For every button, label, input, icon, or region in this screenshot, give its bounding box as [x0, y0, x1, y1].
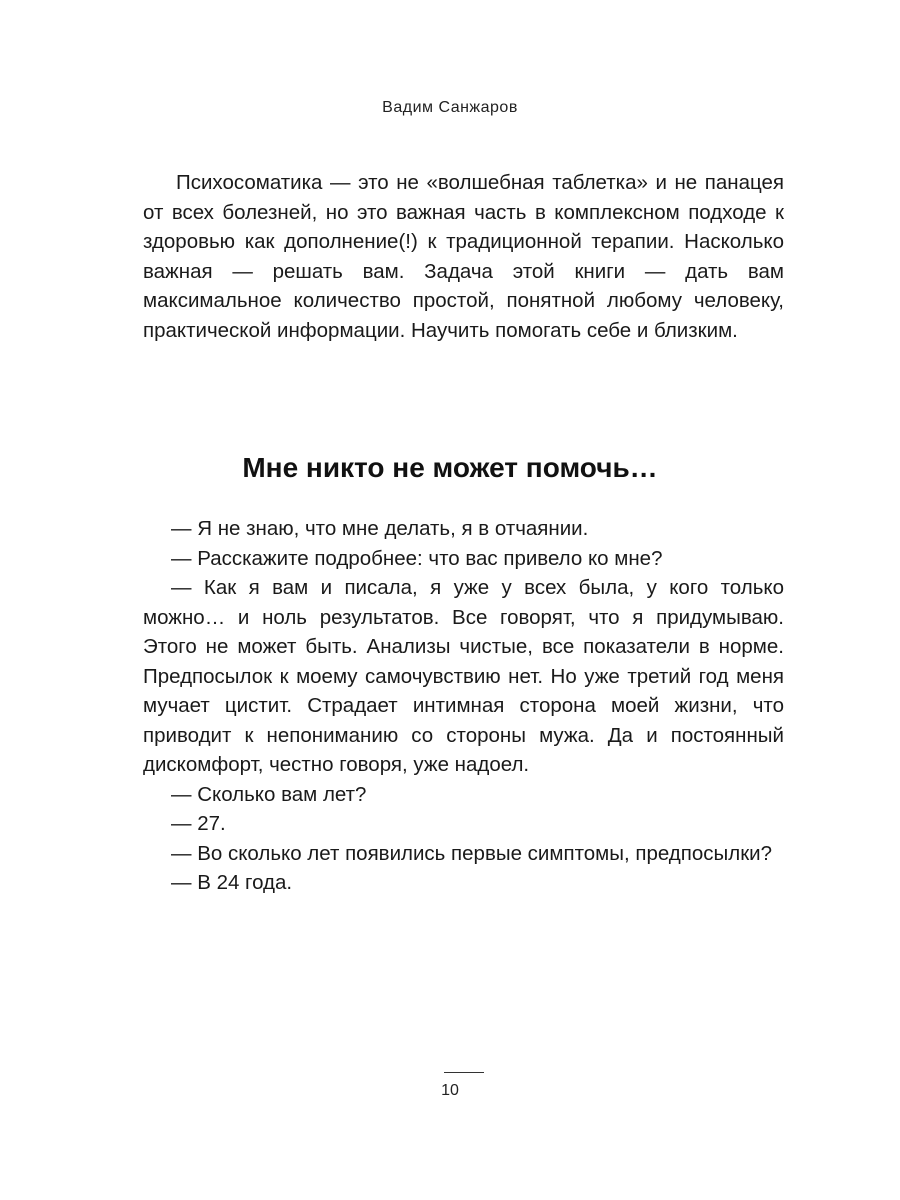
intro-paragraph: Психосоматика — это не «волшебная таблетка» и не панацея от всех болезней, но это важная часть в комплексном подходе к здоровью как дополнение(!) к традиционной терапии. Насколько важная — решать вам. Задача этой книги — дать вам максимальное количество простой, понятной любому человеку, практической информации. Научить помогать себе и близким.	[143, 171, 784, 342]
dialogue-line: — Как я вам и писала, я уже у всех была, у кого только можно… и ноль результатов. Все говорят, что я придумываю. Этого не может быть. Анализы чистые, все показатели в норме. Предпосылок к моему самочувствию нет. Но уже третий год меня мучает цистит. Страдает интимная сторона моей жизни, что приводит к непониманию со стороны мужа. Да и постоянный дискомфорт, честно говоря, уже надоел.	[143, 576, 784, 776]
dialogue-line: — Сколько вам лет?	[171, 782, 367, 806]
dialogue-line: — Во сколько лет появились первые симптомы, предпосылки?	[171, 841, 773, 865]
dialogue-line: — В 24 года.	[171, 871, 293, 894]
page-number: 10	[441, 1082, 459, 1099]
dialogue-line: — 27.	[171, 812, 226, 835]
dialogue-line: — Расскажите подробнее: что вас привело ко мне?	[171, 546, 663, 570]
running-head-author: Вадим Санжаров	[382, 99, 518, 116]
section-title: Мне никто не может помочь…	[242, 452, 658, 483]
dialogue-line: — Я не знаю, что мне делать, я в отчаянии.	[171, 517, 589, 540]
dialogue-block	[143, 514, 784, 898]
folio-divider	[444, 1072, 484, 1073]
